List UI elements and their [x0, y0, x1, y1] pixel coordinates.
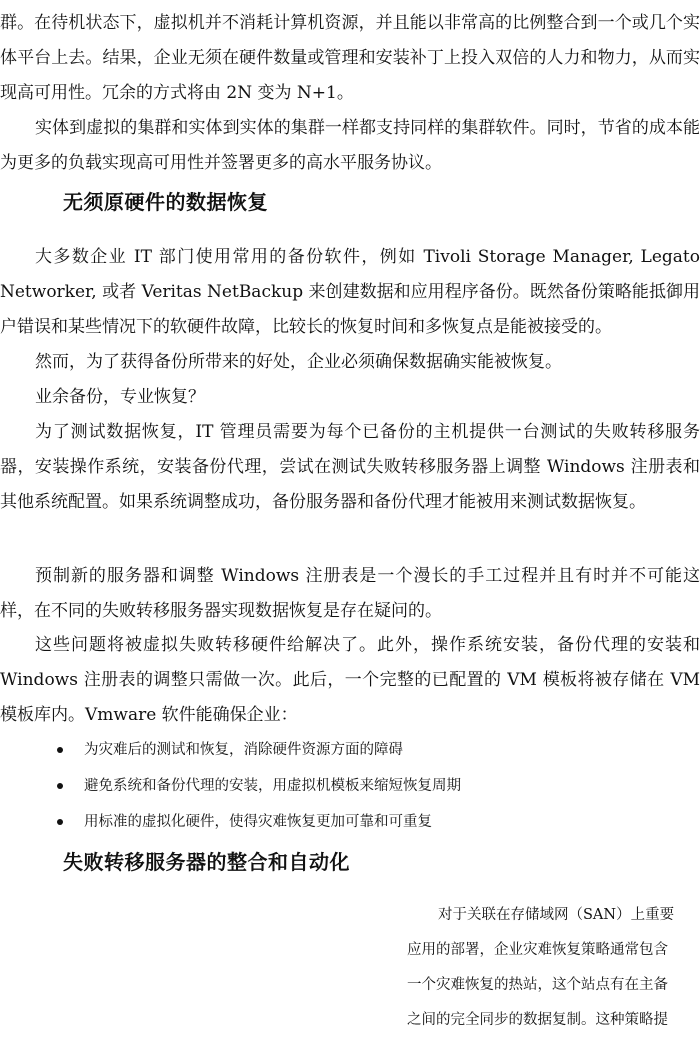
paragraph-registry-adjustment: 预制新的服务器和调整 Windows 注册表是一个漫长的手工过程并且有时并不可能这样，在不同的失败转移服务器实现数据恢复是存在疑问的。 [0, 566, 700, 621]
bullet-icon [57, 747, 63, 753]
section-heading-failover-consolidation: 失败转移服务器的整合和自动化 [63, 850, 350, 874]
paragraph-virtual-failover: 这些问题将被虚拟失败转移硬件给解决了。此外，操作系统安装，备份代理的安装和 Windows 注册表的调整只需做一次。此后，一个完整的已配置的 VM 模板将被存储在 VM 模板库内。Vmware 软件能确保企业： [0, 635, 700, 725]
text-line: 应用的部署，企业灾难恢复策略通常包含 [407, 942, 668, 958]
paragraph-standby-consolidation: 群。在待机状态下，虚拟机并不消耗计算机资源，并且能以非常高的比例整合到一个或几个实体平台上去。结果，企业无须在硬件数量或管理和安装补丁上投入双倍的人力和物力，从而实现高可用性。冗余的方式将由 2N 变为 N+1。 [0, 13, 700, 103]
paragraph-san-deployment [407, 898, 700, 1038]
list-item-text: 为灾难后的测试和恢复，消除硬件资源方面的障碍 [84, 742, 403, 758]
benefits-list [0, 732, 700, 840]
paragraph-test-recovery: 为了测试数据恢复，IT 管理员需要为每个已备份的主机提供一台测试的失败转移服务器，安装操作系统，安装备份代理，尝试在测试失败转移服务器上调整 Windows 注册表和其他系统配置。如果系统调整成功，备份服务器和备份代理才能被用来测试数据恢复。 [0, 422, 700, 512]
bullet-icon [57, 783, 63, 789]
list-item [0, 804, 700, 840]
paragraph-backup-software: 大多数企业 IT 部门使用常用的备份软件，例如 Tivoli Storage Manager, Legato Networker, 或者 Veritas NetBackup 来创建数据和应用程序备份。既然备份策略能抵御用户错误和某些情况下的软硬件故障，比较长的恢复时间和多恢复点是能被接受的。 [0, 247, 700, 337]
list-item-text: 避免系统和备份代理的安装，用虚拟机模板来缩短恢复周期 [84, 778, 461, 794]
text-line: 一个灾难恢复的热站，这个站点有在主备 [407, 977, 668, 993]
list-item-text: 用标准的虚拟化硬件，使得灾难恢复更加可靠和可重复 [84, 814, 432, 830]
list-item [0, 732, 700, 768]
bullet-icon [57, 819, 63, 825]
text-line: 之间的完全同步的数据复制。这种策略提 [407, 1012, 668, 1028]
text-line: 对于关联在存储域网（SAN）上重要 [438, 907, 675, 923]
list-item [0, 768, 700, 804]
section-heading-data-recovery: 无须原硬件的数据恢复 [63, 190, 268, 214]
paragraph-amateur-backup: 业余备份，专业恢复？ [35, 387, 205, 407]
paragraph-clustering-software: 实体到虚拟的集群和实体到实体的集群一样都支持同样的集群软件。同时，节省的成本能为更多的负载实现高可用性并签署更多的高水平服务协议。 [0, 118, 700, 173]
paragraph-ensure-recovery: 然而，为了获得备份所带来的好处，企业必须确保数据确实能被恢复。 [35, 352, 562, 372]
